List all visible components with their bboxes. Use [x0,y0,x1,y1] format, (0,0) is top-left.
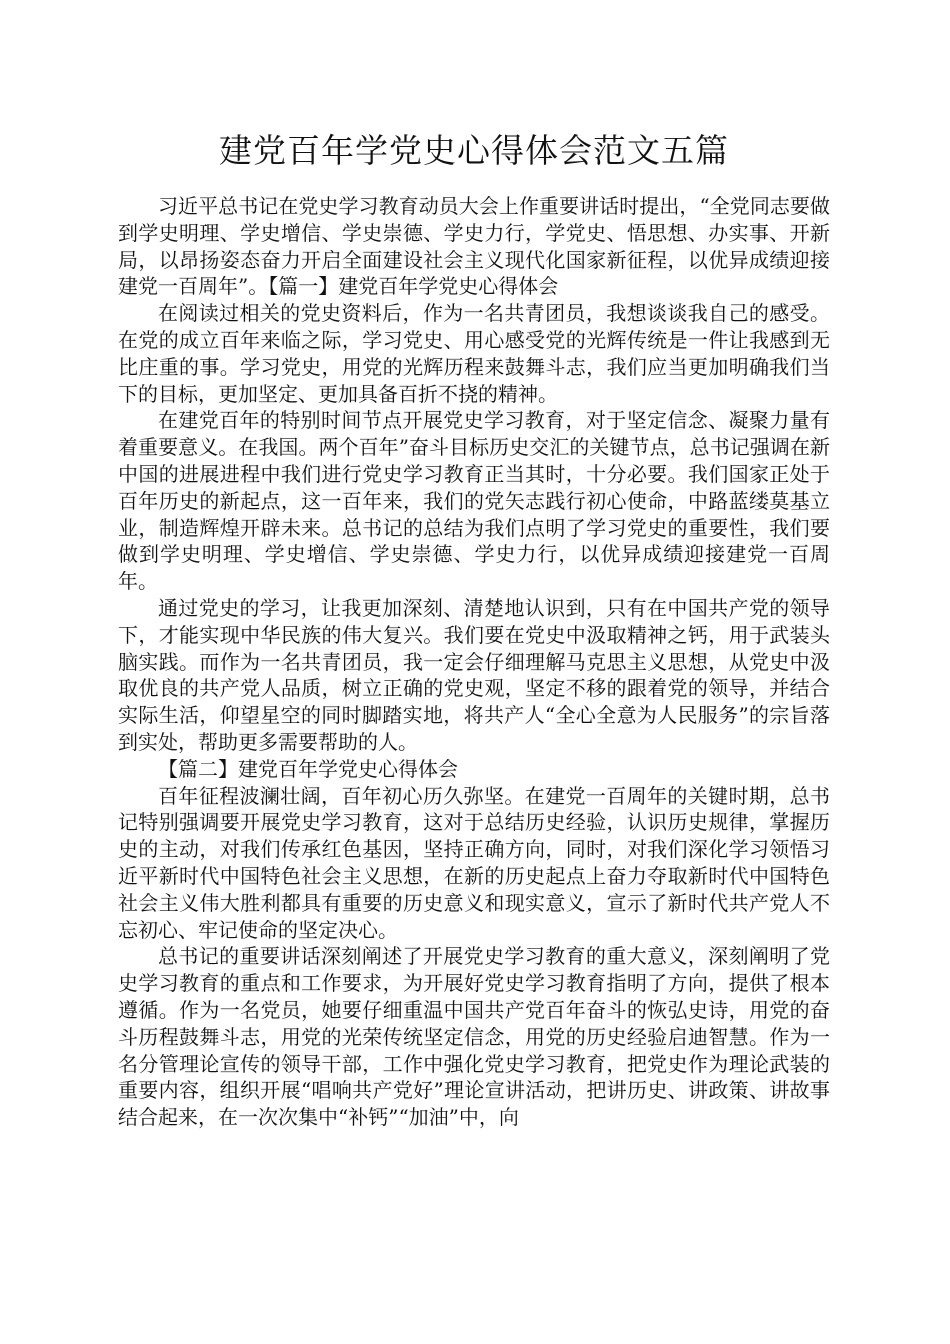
document-body [118,193,830,1131]
body-paragraph: 百年征程波澜壮阔，百年初心历久弥坚。在建党一百周年的关键时期，总书记特别强调要开展党史学习教育，这对于总结历史经验，认识历史规律，掌握历史的主动，对我们传承红色基因，坚持正确方向，同时，对我们深化学习领悟习近平新时代中国特色社会主义思想，在新的历史起点上奋力夺取新时代中国特色社会主义伟大胜利都具有重要的历史意义和现实意义，宣示了新时代共产党人不忘初心、牢记使命的坚定决心。 [118,783,830,942]
body-paragraph: 通过党史的学习，让我更加深刻、清楚地认识到，只有在中国共产党的领导下，才能实现中华民族的伟大复兴。我们要在党史中汲取精神之钙，用于武装头脑实践。而作为一名共青团员，我一定会仔细理解马克思主义思想，从党史中汲取优良的共产党人品质，树立正确的党史观，坚定不移的跟着党的领导，并结合实际生活，仰望星空的同时脚踏实地，将共产人“全心全意为人民服务”的宗旨落到实处，帮助更多需要帮助的人。 [118,595,830,754]
document-title: 建党百年学党史心得体会范文五篇 [219,131,729,170]
section-heading: 【篇二】建党百年学党史心得体会 [158,756,458,781]
body-paragraph: 习近平总书记在党史学习教育动员大会上作重要讲话时提出，“全党同志要做到学史明理、学史增信、学史崇德、学史力行，学党史、悟思想、办实事、开新局，以昂扬姿态奋力开启全面建设社会主义现代化国家新征程，以优异成绩迎接建党一百周年”。【篇一】建党百年学党史心得体会 [118,194,830,299]
body-paragraph: 总书记的重要讲话深刻阐述了开展党史学习教育的重大意义，深刻阐明了党史学习教育的重点和工作要求，为开展好党史学习教育指明了方向，提供了根本遵循。作为一名党员，她要仔细重温中国共产党百年奋斗的恢弘史诗，用党的奋斗历程鼓舞斗志，用党的光荣传统坚定信念，用党的历史经验启迪智慧。作为一名分管理论宣传的领导干部，工作中强化党史学习教育，把党史作为理论武装的重要内容，组织开展“唱响共产党好”理论宣讲活动，把讲历史、讲政策、讲故事结合起来，在一次次集中“补钙”“加油”中，向 [118,944,830,1130]
body-paragraph: 在阅读过相关的党史资料后，作为一名共青团员，我想谈谈我自己的感受。在党的成立百年来临之际，学习党史、用心感受党的光辉传统是一件让我感到无比庄重的事。学习党史，用党的光辉历程来鼓舞斗志，我们应当更加明确我们当下的目标，更加坚定、更加具备百折不挠的精神。 [118,301,830,406]
body-paragraph: 在建党百年的特别时间节点开展党史学习教育，对于坚定信念、凝聚力量有着重要意义。在我国。两个百年”奋斗目标历史交汇的关键节点，总书记强调在新中国的进展进程中我们进行党史学习教育正当其时，十分必要。我们国家正处于百年历史的新起点，这一百年来，我们的党矢志践行初心使命，中路蓝缕莫基立业，制造辉煌开辟未来。总书记的总结为我们点明了学习党史的重要性，我们要做到学史明理、学史增信、学史崇德、学史力行，以优异成绩迎接建党一百周年。 [118,408,830,594]
document-page [118,0,830,1344]
